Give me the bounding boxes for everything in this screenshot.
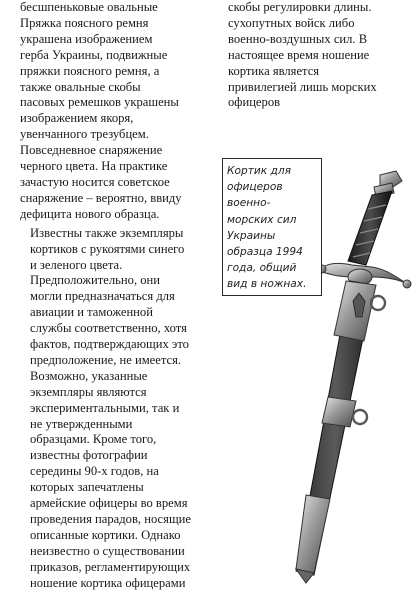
text-line: Возможно, указанные: [30, 368, 148, 383]
text-line: изображением якоря,: [20, 111, 134, 126]
scabbard-throat: [334, 281, 385, 341]
text-line: могли предназначаться для: [30, 289, 175, 304]
text-line: пряжки поясного ремня, а: [20, 63, 160, 78]
text-line: и зеленого цвета.: [30, 257, 123, 272]
scabbard-ring-icon: [371, 296, 385, 310]
text-line: Предположительно, они: [30, 273, 161, 288]
scabbard-middle-band: [322, 397, 367, 427]
text-line: офицеров: [228, 95, 281, 110]
text-line: экземпляры являются: [30, 384, 147, 399]
text-line: проведения парадов, носящие: [30, 512, 191, 526]
text-line: также овальные скобы: [20, 79, 141, 94]
paragraph-1: [20, 0, 218, 223]
text-line: Повседневное снаряжение: [20, 143, 163, 158]
caption-line: вид в ножнах.: [227, 278, 307, 291]
text-line: привилегией лишь морских: [228, 79, 377, 94]
text-line: неизвестно о существовании: [30, 543, 185, 558]
text-line: зачастую носится советское: [20, 174, 170, 189]
text-line: ношение кортика офицерами: [30, 575, 186, 590]
text-line: известны фотографии: [30, 448, 148, 463]
text-line: Пряжка поясного ремня: [20, 15, 149, 30]
left-text-column: [20, 0, 218, 592]
text-line: бесшпеньковые овальные: [20, 0, 158, 14]
text-line: настоящее время ношение: [228, 47, 370, 62]
text-line: черного цвета. На практике: [20, 159, 168, 174]
caption-line: военно-: [227, 197, 271, 210]
text-line: образцами. Кроме того,: [30, 432, 157, 447]
right-text-column: [228, 0, 400, 111]
text-line: армейские офицеры во время: [30, 496, 188, 511]
text-line: снаряжение – вероятно, ввиду: [20, 190, 182, 205]
caption-line: года, общий: [227, 262, 297, 275]
text-line: украшена изображением: [20, 31, 153, 46]
caption-line: Украины: [227, 229, 276, 242]
text-line: скобы регулировки длины.: [228, 0, 372, 14]
text-line: предположение, не имеется.: [30, 352, 182, 367]
text-line: службы соответственно, хотя: [30, 321, 187, 336]
text-line: военно-воздушных сил. В: [228, 31, 368, 46]
text-line: середины 90-х годов, на: [30, 464, 159, 479]
text-line: Известны также экземпляры: [30, 225, 184, 240]
text-line: приказов, регламентирующих: [30, 559, 191, 574]
paragraph-2: [20, 226, 218, 592]
text-line: герба Украины, подвижные: [20, 47, 168, 62]
text-line: пасовых ремешков украшены: [20, 95, 179, 110]
figure-caption: [222, 158, 322, 296]
text-line: которых запечатлены: [30, 480, 144, 495]
caption-line: образца 1994: [227, 246, 303, 259]
scabbard-chape: [296, 495, 330, 583]
caption-line: Кортик для: [227, 165, 292, 177]
dagger-grip: [348, 191, 392, 265]
text-line: сухопутных войск либо: [228, 15, 355, 30]
text-line: фактов, подтверждающих это: [30, 337, 189, 352]
caption-line: офицеров: [227, 181, 283, 194]
paragraph-continuation: [228, 0, 400, 111]
text-line: кортиков с рукоятями синего: [30, 241, 185, 256]
text-line: описанные кортики. Однако: [30, 527, 181, 542]
scabbard-ring-icon: [353, 410, 367, 424]
caption-line: морских сил: [227, 213, 297, 226]
text-line: не утвержденными: [30, 416, 133, 431]
text-line: кортика является: [228, 63, 320, 78]
text-line: авиации и таможенной: [30, 305, 153, 320]
text-line: дефицита нового образца.: [20, 206, 160, 221]
text-line: увенчанного трезубцем.: [20, 127, 149, 142]
text-line: экспериментальными, так и: [30, 400, 180, 415]
